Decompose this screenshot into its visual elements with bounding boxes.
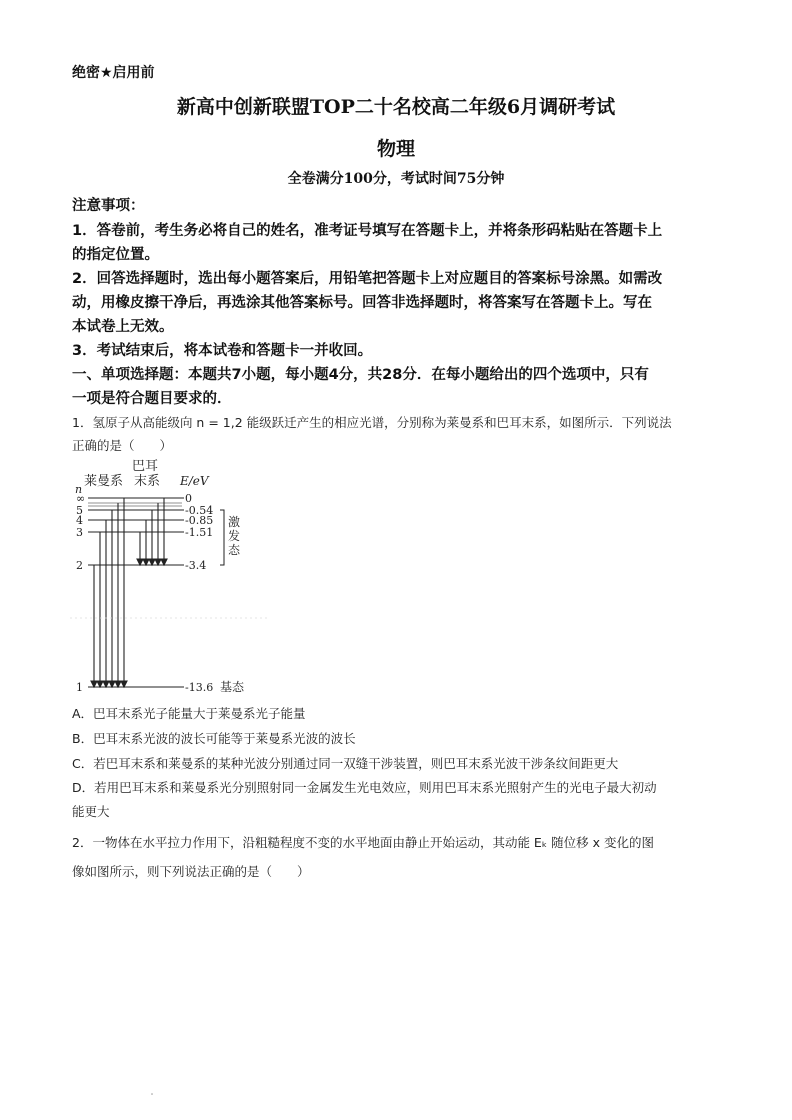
n-label: 1 bbox=[76, 681, 83, 694]
subject-title: 物理 bbox=[376, 138, 415, 160]
energy-label: -3.4 bbox=[185, 559, 207, 572]
confidential-label: 绝密★启用前 bbox=[72, 65, 155, 81]
energy-level-diagram bbox=[70, 458, 280, 698]
question-2-stem: 2．一物体在水平拉力作用下，沿粗糙程度不变的水平地面由静止开始运动，其动能 Eₖ 随位移 x 变化的图 bbox=[72, 835, 654, 850]
lyman-label: 莱曼系 bbox=[84, 474, 124, 489]
n-label: ∞ bbox=[76, 492, 86, 505]
ground-state-label: 基态 bbox=[220, 680, 245, 694]
question-2-stem-cont: 像如图所示，则下列说法正确的是（ ） bbox=[72, 864, 310, 879]
energy-label: -13.6 bbox=[185, 681, 214, 694]
n-axis-label: n bbox=[75, 483, 83, 496]
question-1-stem: 1．氢原子从高能级向 n = 1,2 能级跃迁产生的相应光谱，分别称为莱曼系和巴耳末系，如图所示．下列说法 bbox=[72, 415, 672, 430]
exam-info: 全卷满分100分，考试时间75分钟 bbox=[287, 171, 505, 187]
question-1-stem-cont: 正确的是（ ） bbox=[72, 438, 173, 453]
notes-line: 3．考试结束后，将本试卷和答题卡一并收回。 bbox=[72, 343, 373, 359]
energy-label: -1.51 bbox=[185, 526, 214, 539]
excited-bracket bbox=[220, 510, 224, 565]
question-1-option-d-cont: 能更大 bbox=[72, 804, 110, 819]
energy-label: 0 bbox=[185, 492, 192, 505]
question-1-option-b[interactable]: B．巴耳末系光波的波长可能等于莱曼系光波的波长 bbox=[72, 731, 356, 746]
n-label: 5 bbox=[76, 504, 83, 517]
notes-line: 本试卷上无效。 bbox=[72, 319, 174, 335]
notes-line: 动，用橡皮擦干净后，再选涂其他答案标号。回答非选择题时，将答案写在答题卡上。写在 bbox=[72, 295, 652, 311]
n-label: 4 bbox=[76, 514, 83, 527]
n-label: 3 bbox=[76, 526, 83, 539]
balmer-label-1: 巴耳 bbox=[132, 459, 159, 474]
exam-title: 新高中创新联盟TOP二十名校高二年级6月调研考试 bbox=[176, 96, 616, 118]
section-heading-cont: 一项是符合题目要求的． bbox=[72, 391, 232, 407]
notes-line: 的指定位置。 bbox=[72, 247, 159, 263]
excited-label: 发 bbox=[228, 529, 241, 543]
notes-line: 1．答卷前，考生务必将自己的姓名，准考证号填写在答题卡上，并将条形码粘贴在答题卡上 bbox=[72, 223, 663, 239]
energy-label: -0.54 bbox=[185, 504, 214, 517]
lyman-arrows bbox=[91, 498, 127, 687]
question-1-option-a[interactable]: A．巴耳末系光子能量大于莱曼系光子能量 bbox=[72, 706, 306, 721]
n-label: 2 bbox=[76, 559, 83, 572]
excited-label: 态 bbox=[228, 543, 241, 557]
notes-line: 2．回答选择题时，选出每小题答案后，用铅笔把答题卡上对应题目的答案标号涂黑。如需改 bbox=[72, 271, 663, 287]
energy-label: -0.85 bbox=[185, 514, 214, 527]
balmer-label-2: 末系 bbox=[134, 474, 161, 489]
question-1-option-c[interactable]: C．若巴耳末系和莱曼系的某种光波分别通过同一双缝干涉装置，则巴耳末系光波干涉条纹间距更大 bbox=[72, 756, 619, 771]
notes-heading: 注意事项： bbox=[72, 198, 145, 214]
page-mark bbox=[150, 1092, 154, 1096]
question-1-option-d[interactable]: D．若用巴耳末系和莱曼系光分别照射同一金属发生光电效应，则用巴耳末系光照射产生的光电子最大初动 bbox=[72, 780, 657, 795]
excited-label: 激 bbox=[228, 515, 241, 529]
energy-axis-label: E/eV bbox=[180, 474, 209, 488]
section-heading: 一、单项选择题：本题共7小题，每小题4分，共28分．在每小题给出的四个选项中，只有 bbox=[72, 367, 649, 383]
